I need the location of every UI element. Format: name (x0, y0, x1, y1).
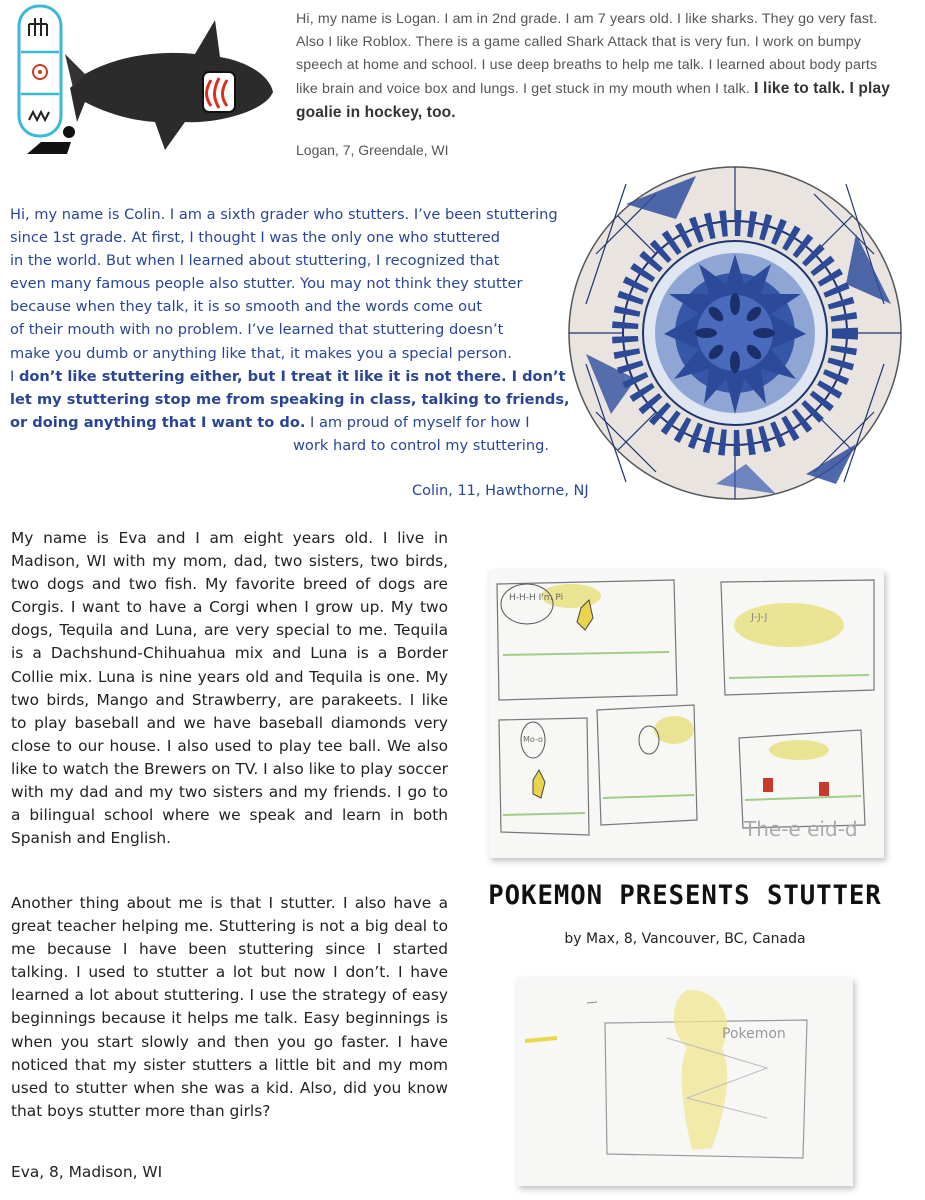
colin-story (10, 203, 590, 457)
logan-story-text: Hi, my name is Logan. I am in 2nd grade. I am 7 years old. I like sharks. They go very fast. Also I like Roblox. There is a game called Shark Attack that is very fun. I work on bumpy speech at home and school. I use deep breaths to help me talk. I learned about body parts like brain and voice box and lungs. I get stuck in my mouth when I talk. (296, 11, 878, 97)
colin-bold-text: don’t like stuttering either, but I treat it like it is not there. I don’t (18, 367, 566, 385)
colin-bold-text: or doing anything that I want to do. (10, 413, 306, 431)
colin-signature: Colin, 11, Hawthorne, NJ (412, 483, 589, 499)
logan-signature: Logan, 7, Greendale, WI (296, 142, 449, 158)
max-byline: by Max, 8, Vancouver, BC, Canada (564, 931, 806, 947)
colin-mandala-artwork (566, 164, 904, 502)
colin-line: even many famous people also stutter. You may not think they stutter (10, 275, 523, 293)
colin-bold-text: let my stuttering stop me from speaking in class, talking to friends, (10, 390, 570, 408)
comic-label: Mo-o (523, 735, 543, 744)
comic-label: J-J-J (751, 612, 768, 623)
colin-line: Hi, my name is Colin. I am a sixth grader who stutters. I’ve been stuttering (10, 206, 558, 223)
max-comic-title: POKEMON PRESENTS STUTTER (488, 880, 882, 911)
eva-paragraph-2: Another thing about me is that I stutter. I also have a great teacher helping me. Stuttering is not a big deal to me because I have been stuttering since I started talking. I used to stutter a lot but now I don’t. I have learned a lot about stuttering. I use the strategy of easy beginnings because it helps me talk. Easy beginnings is when you start slowly and then you go faster. I have noticed that my sister stutters a little bit and my mom used to stutter when she was a kid. Also, did you know that boys stutter more than girls? (11, 894, 448, 1120)
eva-signature: Eva, 8, Madison, WI (11, 1163, 163, 1181)
colin-line (10, 388, 590, 411)
eva-paragraph-1: My name is Eva and I am eight years old. I live in Madison, WI with my mom, dad, two sisters, two birds, two dogs and two fish. My favorite breed of dogs are Corgis. I want to have a Corgi when I grow up. My two dogs, Tequila and Luna, are very special to me. Tequila is a Dachshund-Chihuahua mix and Luna is a Border Collie mix. Luna is nine years old and Tequila is one. My two birds, Mango and Strawberry, are parakeets. I like to play baseball and we have baseball diamonds very close to our house. I also used to play tee ball. We also like to watch the Brewers on TV. I also like to play soccer with my dad and my two sisters and my friends. I go to a bilingual school where we speak and learn in both Spanish and English. (11, 529, 448, 848)
colin-line: of their mouth with no problem. I’ve learned that stuttering doesn’t (10, 321, 504, 339)
logan-story-bold: I like to talk. I play goalie in hockey, too. (296, 80, 891, 121)
comic-label: H-H-H I'm Pi (509, 593, 564, 603)
colin-line: make you dumb or anything like that, it makes you a special person. (10, 344, 512, 362)
comic-label: The-e eid-d (744, 817, 858, 841)
colin-line: because when they talk, it is so smooth and the words come out (10, 298, 483, 316)
colin-line (10, 365, 590, 388)
logan-story (296, 8, 896, 125)
colin-line: in the world. But when I learned about stuttering, I recognized that (10, 252, 500, 270)
colin-line-text: I am proud of myself for how I (305, 413, 530, 431)
colin-line: since 1st grade. At first, I thought I was the only one who stuttered (10, 229, 501, 247)
logan-drawing (15, 2, 280, 167)
colin-line (10, 411, 590, 434)
max-comic-drawing-2 (517, 978, 853, 1186)
colin-line: work hard to control my stuttering. (293, 436, 550, 454)
max-comic-drawing-1 (489, 570, 884, 858)
colin-line-text: I (10, 367, 19, 385)
comic-label: Pokemon (722, 1026, 786, 1042)
